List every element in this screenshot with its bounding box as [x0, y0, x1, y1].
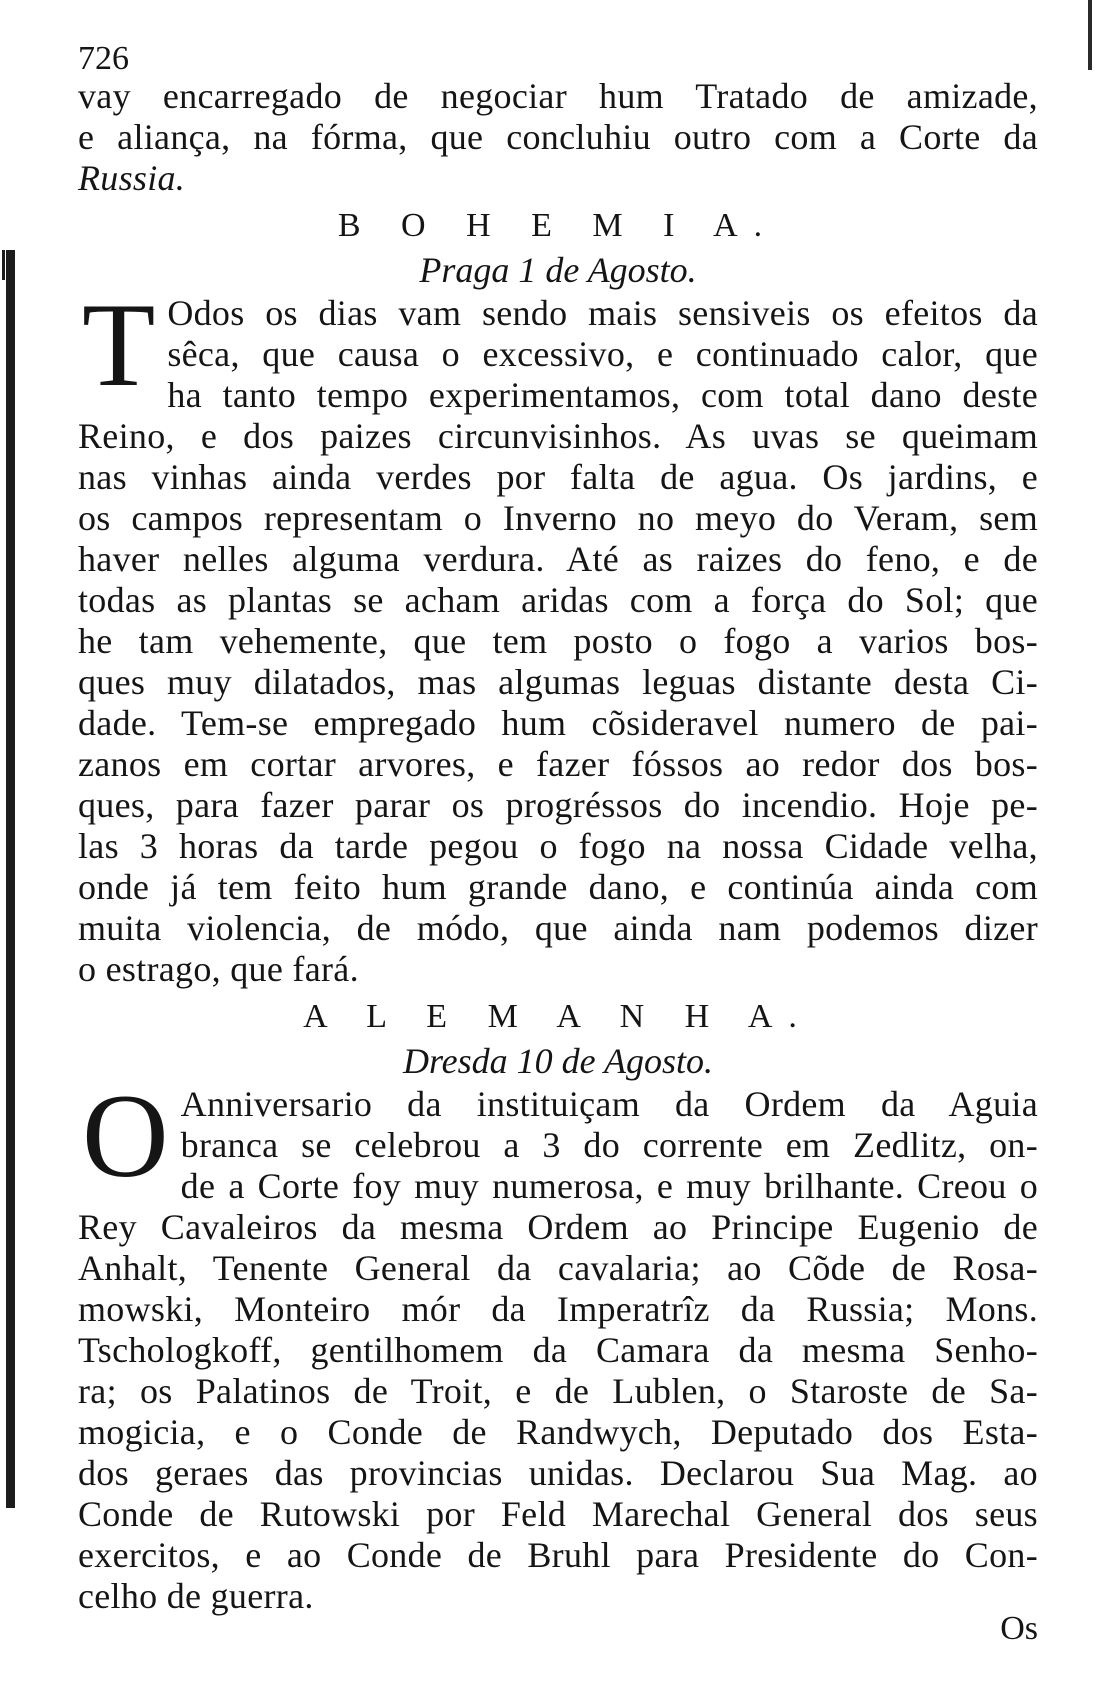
text-line: nas vinhas ainda verdes por falta de agua. Os jardins, e: [78, 457, 1038, 497]
section-heading-bohemia: B O H E M I A.: [337, 207, 779, 244]
text-line: vay encarregado de negociar hum Tratado de amizade,: [78, 76, 1038, 116]
text-line: os campos representam o Inverno no meyo do Veram, sem: [78, 498, 1038, 538]
text-line: todas as plantas se acham aridas com a força do Sol; que: [78, 580, 1038, 620]
text-line: Tschologkoff, gentilhomem da Camara da mesma Senho-: [78, 1330, 1038, 1370]
text-line: mogicia, e o Conde de Randwych, Deputado dos Esta-: [78, 1412, 1038, 1452]
paragraph-bohemia: [78, 278, 1038, 990]
intro-paragraph: [78, 76, 1038, 199]
text-line: zanos em cortar arvores, e fazer fóssos ao redor dos bos-: [78, 744, 1038, 784]
text-line: e aliança, na fórma, que concluhiu outro com a Corte da: [78, 117, 1038, 157]
dateline-dresda: Dresda 10 de Agosto.: [403, 1041, 713, 1081]
left-margin-rule-thin: [2, 250, 5, 280]
text-line: dos geraes das provincias unidas. Declarou Sua Mag. ao: [78, 1453, 1038, 1493]
text-line: Anhalt, Tenente General da cavalaria; ao Cõde de Rosa-: [78, 1248, 1038, 1288]
text-line: o estrago, que fará.: [78, 949, 359, 989]
text-line: de a Corte foy muy numerosa, e muy brilhante. Creou o: [180, 1166, 1038, 1206]
text-line: ques muy dilatados, mas algumas leguas distante desta Ci-: [78, 662, 1038, 702]
text-line: ha tanto tempo experimentamos, com total dano deste: [167, 375, 1038, 415]
text-line: Odos os dias vam sendo mais sensiveis os efeitos da: [167, 293, 1038, 333]
text-line: Conde de Rutowski por Feld Marechal General dos seus: [78, 1494, 1038, 1534]
page-body: [78, 40, 1038, 1649]
drop-cap: O: [82, 1069, 169, 1202]
text-line: dade. Tem-se empregado hum cõsideravel numero de pai-: [78, 703, 1038, 743]
drop-cap: T: [82, 278, 156, 411]
text-line: he tam vehemente, que tem posto o fogo a varios bos-: [78, 621, 1038, 661]
text-line: Rey Cavaleiros da mesma Ordem ao Principe Eugenio de: [78, 1207, 1038, 1247]
text-line: muita violencia, de módo, que ainda nam podemos dizer: [78, 908, 1038, 948]
left-margin-rule: [6, 250, 15, 1508]
text-line: celho de guerra.: [78, 1576, 314, 1616]
text-line: sêca, que causa o excessivo, e continuado calor, que: [167, 334, 1038, 374]
section-heading-alemanha: A L E M A N H A.: [303, 998, 813, 1035]
page-number: 726: [78, 40, 129, 77]
text-line: branca se celebrou a 3 do corrente em Zedlitz, on-: [180, 1125, 1038, 1165]
catchword: Os: [1000, 1610, 1038, 1647]
paragraph-alemanha: [78, 1069, 1038, 1617]
text-line: exercitos, e ao Conde de Bruhl para Presidente do Con-: [78, 1535, 1038, 1575]
dateline-praga: Praga 1 de Agosto.: [419, 250, 697, 290]
text-line: Reino, e dos paizes circunvisinhos. As uvas se queimam: [78, 416, 1038, 456]
text-line: ques, para fazer parar os progréssos do incendio. Hoje pe-: [78, 785, 1038, 825]
right-margin-rule: [1088, 0, 1092, 70]
text-line: mowski, Monteiro mór da Imperatrîz da Russia; Mons.: [78, 1289, 1038, 1329]
text-line: Russia.: [78, 158, 186, 198]
text-line: haver nelles alguma verdura. Até as raizes do feno, e de: [78, 539, 1038, 579]
text-line: Anniversario da instituiçam da Ordem da Aguia: [180, 1084, 1038, 1124]
text-line: onde já tem feito hum grande dano, e continúa ainda com: [78, 867, 1038, 907]
text-line: ra; os Palatinos de Troit, e de Lublen, o Staroste de Sa-: [78, 1371, 1038, 1411]
text-line: las 3 horas da tarde pegou o fogo na nossa Cidade velha,: [78, 826, 1038, 866]
